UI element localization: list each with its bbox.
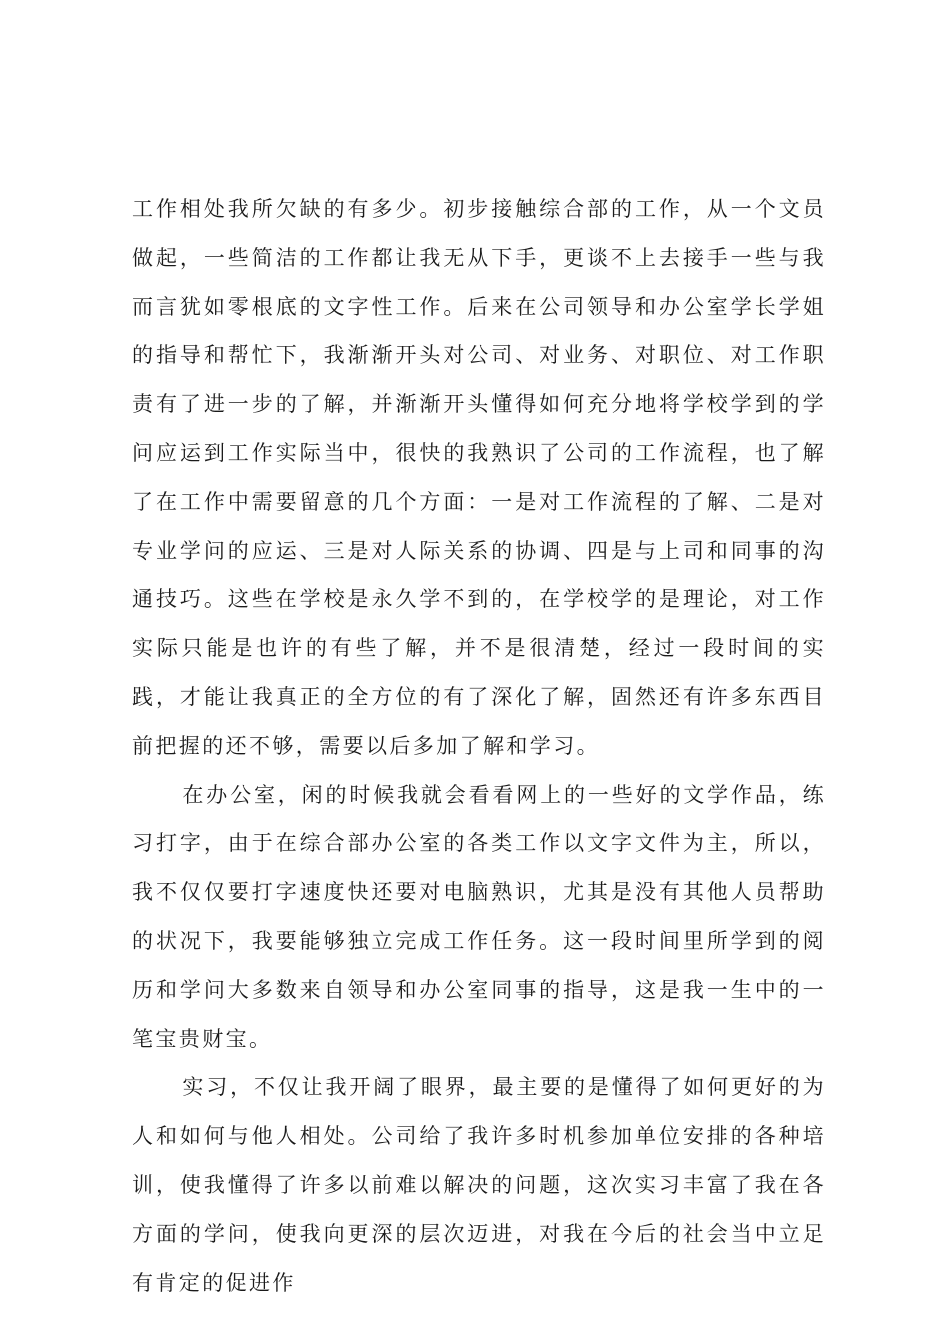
paragraph-2: 在办公室，闲的时候我就会看看网上的一些好的文学作品，练习打字，由于在综合部办公室的各类工作以文字文件为主，所以，我不仅仅要打字速度快还要对电脑熟识，尤其是没有其他人员帮助的状况下，我要能够独立完成工作任务。这一段时间里所学到的阅历和学问大多数来自领导和办公室同事的指导，这是我一生中的一笔宝贵财宝。 [132, 782, 826, 1051]
paragraph-1: 工作相处我所欠缺的有多少。初步接触综合部的工作，从一个文员做起，一些简洁的工作都让我无从下手，更谈不上去接手一些与我而言犹如零根底的文字性工作。后来在公司领导和办公室学长学姐的指导和帮忙下，我渐渐开头对公司、对业务、对职位、对工作职责有了进一步的了解，并渐渐开头懂得如何充分地将学校学到的学问应运到工作实际当中，很快的我熟识了公司的工作流程，也了解了在工作中需要留意的几个方面：一是对工作流程的了解、二是对专业学问的应运、三是对人际关系的协调、四是与上司和同事的沟通技巧。这些在学校是永久学不到的，在学校学的是理论，对工作实际只能是也许的有些了解，并不是很清楚，经过一段时间的实践，才能让我真正的全方位的有了深化了解，固然还有许多东西目前把握的还不够，需要以后多加了解和学习。 [132, 197, 826, 758]
paragraph-3: 实习，不仅让我开阔了眼界，最主要的是懂得了如何更好的为人和如何与他人相处。公司给了我许多时机参加单位安排的各种培训，使我懂得了许多以前难以解决的问题，这次实习丰富了我在各方面的学问，使我向更深的层次迈进，对我在今后的社会当中立足有肯定的促进作 [132, 1075, 826, 1295]
document-body [132, 185, 826, 1307]
